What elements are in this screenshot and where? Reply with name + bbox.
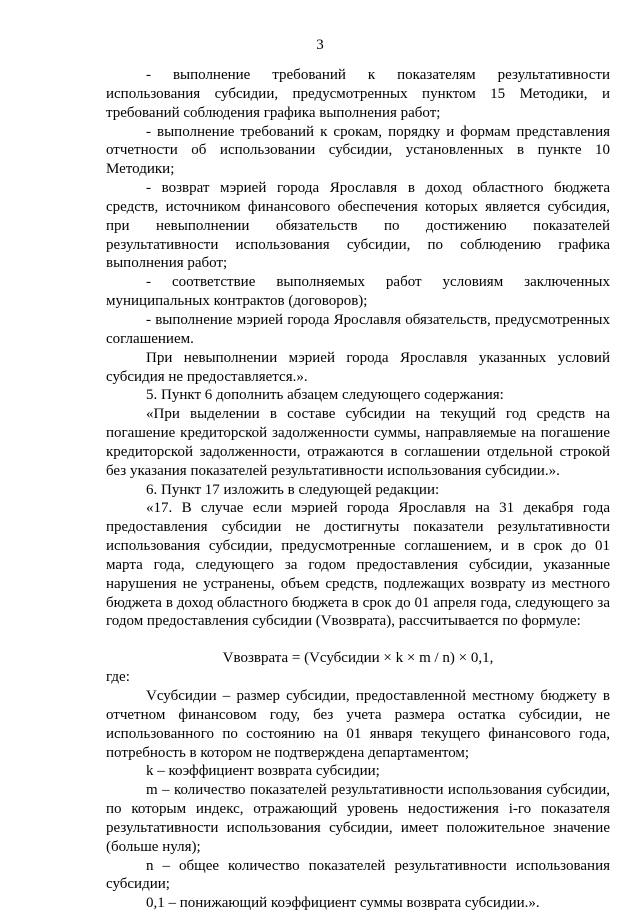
definition-n: n – общее количество показателей результативности использования субсидии; — [106, 857, 610, 893]
definition-coefficient: 0,1 – понижающий коэффициент суммы возврата субсидии.». — [146, 895, 540, 912]
definition-k: k – коэффициент возврата субсидии; — [146, 763, 380, 780]
definition-m: m – количество показателей результативности использования субсидии, по которым индекс, отражающий уровень недостижения i-го показателя результативности использования субсидии, имеет положительное значение (больше нуля); — [106, 782, 610, 855]
paragraph-contract-compliance: - соответствие выполняемых работ условиям заключенных муниципальных контрактов (договоров); — [106, 274, 610, 310]
document-body — [106, 66, 610, 913]
paragraph-item-5-text: «При выделении в составе субсидии на текущий год средств на погашение кредиторской задолженности суммы, направляемые на погашение кредиторской задолженности, отражаются в соглашении отдельной строкой без указания показателей результативности использования субсидии.». — [106, 406, 610, 479]
paragraph-item-5: 5. Пункт 6 дополнить абзацем следующего содержания: — [146, 387, 504, 404]
paragraph-agreement-obligations: - выполнение мэрией города Ярославля обязательств, предусмотренных соглашением. — [106, 311, 610, 347]
refund-formula: Vвозврата = (Vсубсидии × k × m / n) × 0,1, — [222, 650, 494, 667]
paragraph-requirement-reporting: - выполнение требований к срокам, порядку и формам представления отчетности об использовании субсидии, установленных в пункте 10 Методики; — [106, 123, 610, 178]
page-number: 3 — [316, 37, 324, 53]
paragraph-refund-obligation: - возврат мэрией города Ярославля в доход областного бюджета средств, источником финансового обеспечения которых является субсидия, при невыполнении обязательств по достижению показателей результативности использования субсидии, по соблюдению графика выполнения работ; — [106, 180, 610, 272]
paragraph-non-provision: При невыполнении мэрией города Ярославля указанных условий субсидия не предоставляется.». — [106, 349, 610, 385]
definition-v-subsidy: Vсубсидии – размер субсидии, предоставленной местному бюджету в отчетном финансовом году, без учета размера остатка субсидии, не использованного по состоянию на 01 января текущего финансового года, потребность в котором не подтверждена департаментом; — [106, 688, 610, 761]
paragraph-requirement-indicators: - выполнение требований к показателям результативности использования субсидии, предусмотренных пунктом 15 Методики, и требований соблюдения графика выполнения работ; — [106, 67, 610, 121]
where-label: где: — [106, 669, 130, 686]
paragraph-item-17-text: «17. В случае если мэрией города Ярославля на 31 декабря года предоставления субсидии не достигнуты показатели результативности использования субсидии, предусмотренные соглашением, и в срок до 01 марта года, следующего за годом предоставления субсидии, указанные нарушения не устранены, объем средств, подлежащих возврату из местного бюджета в доход областного бюджета в срок до 01 апреля года, следующего за годом предоставления субсидии (Vвозврата), рассчитывается по формуле: — [106, 500, 610, 630]
paragraph-item-6: 6. Пункт 17 изложить в следующей редакции: — [146, 481, 440, 498]
